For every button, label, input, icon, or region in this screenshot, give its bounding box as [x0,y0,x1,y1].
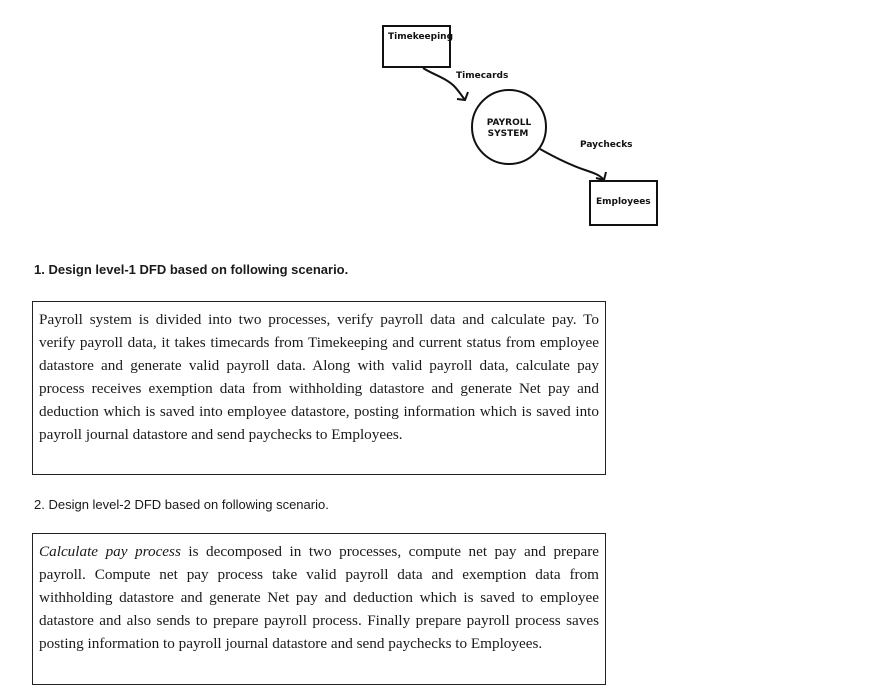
timecards-label: Timecards [456,71,509,81]
question-2-heading: 2. Design level-2 DFD based on following scenario. [34,497,329,512]
scenario-2-italic-phrase: Calculate pay process [39,543,181,560]
paychecks-flow-arrow [540,149,604,180]
scenario-2-rest: is decomposed in two processes, compute net pay and prepare payroll. Compute net pay process take valid payroll data and exemption data from withholding datastore and generate Net pay and deduction which is saved to employee datastore and also sends to prepare payroll process. Finally prepare payroll process saves posting information to payroll journal datastore and send paychecks to Employees. [39,543,599,652]
context-dfd-diagram [0,0,895,250]
scenario-2-box [32,533,606,685]
paychecks-label: Paychecks [580,140,633,150]
payroll-process-label-line1: PAYROLL [486,118,532,128]
payroll-process-label-line2: SYSTEM [487,129,529,139]
scenario-1-box [32,301,606,475]
employees-label: Employees [596,197,651,207]
scenario-2-text [39,540,599,655]
timekeeping-label: Timekeeping [388,32,454,42]
question-1-heading: 1. Design level-1 DFD based on following scenario. [34,262,349,277]
scenario-1-text: Payroll system is divided into two processes, verify payroll data and calculate pay. To verify payroll data, it takes timecards from Timekeeping and current status from employee datastore and generate valid payroll data. Along with valid payroll data, calculate pay process receives exemption data from withholding datastore and generate Net pay and deduction which is saved into employee datastore, posting information which is saved into payroll journal datastore and send paychecks to Employees. [39,311,599,443]
